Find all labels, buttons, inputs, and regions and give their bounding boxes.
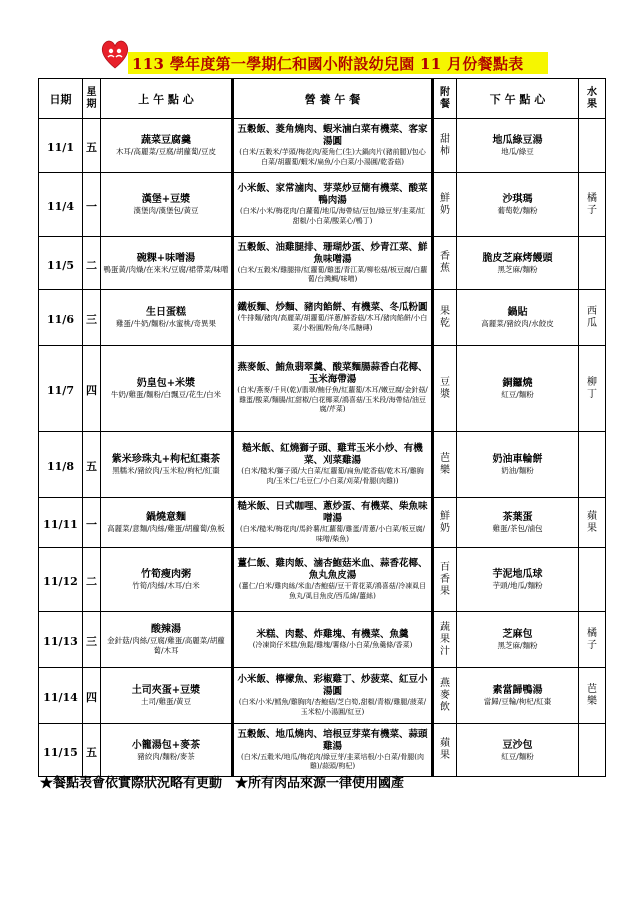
weekday-cell <box>83 612 101 668</box>
am-snack-dish: 酸辣湯 <box>151 624 181 635</box>
am-snack-ingredients: 鴨蛋黃/肉燥/在來米/豆腐/裙帶菜/味噌 <box>103 264 229 274</box>
pm-snack-ingredients: 地瓜/綠豆 <box>501 147 534 156</box>
side-cell <box>433 612 457 668</box>
am-snack-cell <box>101 237 233 290</box>
pm-snack-dish: 豆沙包 <box>502 739 533 751</box>
lunch-ingredients: (白米/糙米/梅花肉/馬鈴薯/紅蘿蔔/雞蛋/青蔥/小白菜/板豆腐/味噌/柴魚) <box>240 525 425 543</box>
am-snack-cell <box>101 290 233 346</box>
am-snack-cell <box>101 668 233 724</box>
am-snack-ingredients: 雞蛋/牛奶/麵粉/水蜜桃/奇異果 <box>115 319 217 328</box>
lunch-dishes: 五穀飯、地瓜燒肉、培根豆芽菜有機菜、蒜頭雞湯 <box>237 728 428 752</box>
am-snack-cell <box>101 498 233 548</box>
pm-snack-dish: 鍋貼 <box>507 307 528 318</box>
am-snack-dish: 碗粿+味噌湯 <box>136 252 196 264</box>
side-cell <box>433 290 457 346</box>
pm-snack-dish: 奶油車輪餅 <box>492 454 543 465</box>
am-snack-ingredients: 金針菇/肉絲/豆腐/雞蛋/高麗菜/胡蘿蔔/木耳 <box>107 636 225 655</box>
am-snack-ingredients: 土司/雞蛋/黃豆 <box>140 697 192 706</box>
lunch-dishes: 糙米飯、日式咖哩、蔥炒蛋、有機菜、柴魚味噌湯 <box>237 501 428 524</box>
side-cell <box>433 724 457 777</box>
am-snack-dish: 紫米珍珠丸+枸杞紅棗茶 <box>111 454 221 465</box>
pm-snack-dish: 銅鑼燒 <box>502 378 533 389</box>
fruit-cell <box>579 498 606 548</box>
lunch-dishes: 五穀飯、菱角燒肉、蝦米滷白菜有機菜、客家湯圓 <box>237 124 428 147</box>
weekday-cell <box>83 668 101 724</box>
date-cell <box>39 548 83 612</box>
fruit-text: 柳丁 <box>587 376 597 400</box>
lunch-dishes: 鐵板麵、炒麵、豬肉餡餅、有機菜、冬瓜粉圓 <box>237 302 428 313</box>
weekday-cell <box>83 498 101 548</box>
lunch-ingredients: (牛排麵/豬肉/高麗菜/胡蘿蔔/洋蔥/鮮香菇/木耳/豬肉餡餅/小白菜/小粉圓/粉角/冬瓜糖磚) <box>237 314 428 332</box>
side-text: 蘋果 <box>440 738 450 761</box>
date-cell <box>39 668 83 724</box>
pm-snack-cell <box>457 173 579 237</box>
date-cell <box>39 498 83 548</box>
date-cell <box>39 432 83 498</box>
pm-snack-ingredients: 黑芝麻/麵粉 <box>497 264 538 274</box>
date-cell <box>39 346 83 432</box>
lunch-cell <box>233 724 433 777</box>
pm-snack-cell <box>457 668 579 724</box>
menu-row <box>39 724 606 777</box>
lunch-dishes: 燕麥飯、鮪魚翡翠羹、酸菜麵腸蒜香白花椰、玉米海帶湯 <box>237 362 428 386</box>
page-title: 113 學年度第一學期仁和國小附設幼兒園 11 月份餐點表 <box>132 55 524 73</box>
am-snack-ingredients: 竹筍/肉絲/木耳/白米 <box>132 581 200 590</box>
side-text: 百香果 <box>440 561 450 597</box>
date-text: 11/13 <box>43 635 78 648</box>
col-header-weekday: 星期 <box>83 79 101 119</box>
fruit-cell <box>579 346 606 432</box>
lunch-cell <box>233 668 433 724</box>
weekday-text: 二 <box>86 575 97 588</box>
am-snack-cell <box>101 346 233 432</box>
side-cell <box>433 668 457 724</box>
footer-note: ★餐點表會依實際狀況略有更動 ★所有肉品來源一律使用國產 <box>40 776 405 791</box>
lunch-cell <box>233 346 433 432</box>
lunch-dishes: 薑仁飯、雞肉飯、滷杏鮑菇米血、蒜香花椰、魚丸魚皮湯 <box>237 558 428 581</box>
weekday-cell <box>83 237 101 290</box>
side-cell <box>433 346 457 432</box>
lunch-dishes: 五穀飯、油雞腿排、珊瑚炒蛋、炒青江菜、鮮魚味噌湯 <box>237 241 428 265</box>
fruit-cell <box>579 548 606 612</box>
date-text: 11/11 <box>43 518 78 531</box>
weekday-text: 五 <box>86 745 97 759</box>
am-snack-cell <box>101 432 233 498</box>
date-text: 11/1 <box>47 141 74 154</box>
weekday-text: 三 <box>86 635 97 648</box>
pm-snack-ingredients: 黑芝麻/麵粉 <box>497 641 538 650</box>
date-text: 11/12 <box>43 575 78 588</box>
menu-row <box>39 498 606 548</box>
col-header-date: 日期 <box>39 79 83 119</box>
am-snack-dish: 土司夾蛋+豆漿 <box>131 685 201 696</box>
fruit-text: 西瓜 <box>587 305 597 329</box>
weekday-text: 一 <box>86 518 97 531</box>
pm-snack-cell <box>457 119 579 173</box>
pm-snack-ingredients: 紅豆/麵粉 <box>501 390 534 399</box>
pm-snack-cell <box>457 724 579 777</box>
menu-table <box>38 78 606 777</box>
menu-row <box>39 237 606 290</box>
pm-snack-cell <box>457 237 579 290</box>
side-text: 甜柿 <box>440 133 450 157</box>
weekday-text: 五 <box>86 141 97 154</box>
lunch-ingredients: (白米/五穀米/芋頭/梅花肉/菱角仁(生)大鍋肉片(豬前腿)/包心白菜/胡蘿蔔/蝦米/扁魚/小白菜/小湯圓/乾香菇) <box>239 148 426 166</box>
date-text: 11/5 <box>47 258 74 272</box>
pm-snack-dish: 茶葉蛋 <box>502 512 533 523</box>
weekday-text: 一 <box>86 200 97 213</box>
am-snack-dish: 竹筍瘦肉粥 <box>141 569 191 580</box>
lunch-ingredients: (白米/小米/梅花肉/白蘿蔔/地瓜/海帶結/豆包/綠豆芽/韭菜/紅甜椒/小白菜/酸菜心/鴨丁) <box>240 207 425 225</box>
col-header-fruit: 水果 <box>579 79 606 119</box>
menu-row <box>39 668 606 724</box>
date-text: 11/14 <box>43 691 78 704</box>
weekday-cell <box>83 119 101 173</box>
lunch-dishes: 小米飯、檸檬魚、彩椒雞丁、炒菠菜、紅豆小湯圓 <box>237 674 428 697</box>
am-snack-ingredients: 牛奶/雞蛋/麵粉/白飄豆/花生/白米 <box>110 390 222 399</box>
lunch-cell <box>233 498 433 548</box>
fruit-text: 芭樂 <box>587 683 597 707</box>
col-header-pm: 下 午 點 心 <box>457 79 579 119</box>
pm-snack-cell <box>457 432 579 498</box>
pm-snack-dish: 沙琪瑪 <box>502 194 533 205</box>
weekday-cell <box>83 548 101 612</box>
fruit-cell <box>579 432 606 498</box>
am-snack-dish: 奶皇包+米漿 <box>136 378 196 389</box>
fruit-cell <box>579 668 606 724</box>
header-row <box>39 79 606 119</box>
weekday-cell <box>83 346 101 432</box>
lunch-cell <box>233 237 433 290</box>
date-text: 11/15 <box>43 745 78 759</box>
lunch-dishes: 小米飯、家常滷肉、芽菜炒豆簡有機菜、酸菜鴨肉湯 <box>237 183 428 206</box>
fruit-text: 橘子 <box>587 627 597 651</box>
pm-snack-dish: 芋泥地瓜球 <box>492 569 543 580</box>
lunch-ingredients: (白米/五穀米/地瓜/梅花肉/綠豆芽/韭菜培根/小白菜/骨腿(肉雞)/蒜頭/枸杞) <box>241 752 424 770</box>
side-cell <box>433 237 457 290</box>
weekday-text: 三 <box>86 313 97 326</box>
col-header-lunch: 營 養 午 餐 <box>233 79 433 119</box>
am-snack-cell <box>101 119 233 173</box>
am-snack-cell <box>101 724 233 777</box>
fruit-text: 橘子 <box>587 192 597 216</box>
fruit-cell <box>579 237 606 290</box>
pm-snack-ingredients: 高麗菜/豬絞肉/水餃皮 <box>481 319 554 328</box>
pm-snack-dish: 素當歸鴨湯 <box>492 685 543 696</box>
fruit-cell <box>579 724 606 777</box>
lunch-ingredients: (白米/燕麥/千貝(乾)/翡翠/鮪仔魚/紅蘿蔔/木耳/嫩豆腐/金針菇/雞蛋/酸菜/麵腸/紅甜椒/白花椰菜/鴻喜菇/玉米段/海帶結/油豆腐/芹菜) <box>237 386 428 414</box>
menu-body <box>39 119 606 777</box>
side-text: 豆漿 <box>440 376 450 400</box>
am-snack-ingredients: 木耳/高麗菜/豆腐/胡蘿蔔/豆皮 <box>115 147 217 156</box>
weekday-cell <box>83 432 101 498</box>
side-text: 鮮奶 <box>440 192 450 216</box>
am-snack-dish: 小籠湯包+麥茶 <box>131 739 201 751</box>
menu-row <box>39 612 606 668</box>
date-cell <box>39 119 83 173</box>
am-snack-dish: 生日蛋糕 <box>146 307 186 318</box>
lunch-ingredients: (白米/糙米/獅子頭/大白菜/紅蘿蔔/扁魚/乾香菇/乾木耳/雞胸肉/玉米仁/毛豆仁/小白菜/刈菜/骨腿(肉雞)) <box>241 467 424 485</box>
weekday-text: 四 <box>86 691 97 704</box>
lunch-cell <box>233 548 433 612</box>
date-text: 11/7 <box>47 384 74 397</box>
date-cell <box>39 237 83 290</box>
am-snack-ingredients: 漢堡肉/漢堡包/黃豆 <box>133 206 199 215</box>
date-text: 11/4 <box>47 200 74 213</box>
fruit-cell <box>579 612 606 668</box>
menu-row <box>39 548 606 612</box>
weekday-cell <box>83 290 101 346</box>
pm-snack-ingredients: 葡萄乾/麵粉 <box>497 206 538 215</box>
side-cell <box>433 548 457 612</box>
menu-row <box>39 173 606 237</box>
pm-snack-ingredients: 紅豆/麵粉 <box>501 751 534 761</box>
school-logo-icon <box>100 38 130 72</box>
pm-snack-dish: 芝麻包 <box>502 629 533 640</box>
lunch-ingredients: (白米/小米/鱈魚/雞胸肉/杏鮑菇/芝白筍,甜椒/青椒/雞腿/菠菜/玉米粒/小湯圓/紅豆) <box>238 698 427 716</box>
side-text: 香蕉 <box>440 251 450 274</box>
pm-snack-cell <box>457 290 579 346</box>
pm-snack-cell <box>457 498 579 548</box>
pm-snack-ingredients: 芋頭/地瓜/麵粉 <box>492 581 543 590</box>
am-snack-cell <box>101 548 233 612</box>
lunch-cell <box>233 119 433 173</box>
menu-row <box>39 346 606 432</box>
side-cell <box>433 432 457 498</box>
fruit-cell <box>579 173 606 237</box>
side-text: 果乾 <box>440 305 450 329</box>
menu-row <box>39 290 606 346</box>
lunch-cell <box>233 612 433 668</box>
side-text: 鮮奶 <box>440 510 450 534</box>
side-text: 蔬果汁 <box>440 621 450 657</box>
am-snack-cell <box>101 173 233 237</box>
lunch-ingredients: (白米/五穀米/雞腿排/紅蘿蔔/雞蛋/青江菜/柳松菇/板豆腐/白蘿蔔/台灣鯛/味噌) <box>237 265 428 283</box>
fruit-cell <box>579 119 606 173</box>
am-snack-ingredients: 高麗菜/意麵/肉絲/雞蛋/胡蘿蔔/魚板 <box>107 524 225 533</box>
side-text: 芭樂 <box>440 452 450 476</box>
col-header-am: 上 午 點 心 <box>101 79 233 119</box>
pm-snack-cell <box>457 548 579 612</box>
lunch-ingredients: (冷凍筒仔米糕/魚鬆/雞塊/薯條/小白菜/魚羹條/香菜) <box>252 640 413 649</box>
lunch-cell <box>233 290 433 346</box>
side-cell <box>433 498 457 548</box>
date-cell <box>39 290 83 346</box>
weekday-cell <box>83 724 101 777</box>
pm-snack-dish: 脆皮芝麻烤饅頭 <box>482 252 553 264</box>
lunch-dishes: 糙米飯、紅燒獅子頭、雞茸玉米小炒、有機菜、刈菜雞湯 <box>242 443 423 466</box>
am-snack-cell <box>101 612 233 668</box>
date-text: 11/6 <box>47 313 74 326</box>
am-snack-dish: 漢堡+豆漿 <box>141 194 191 205</box>
pm-snack-ingredients: 奶油/麵粉 <box>501 466 534 475</box>
lunch-dishes: 米糕、肉鬆、炸雞塊、有機菜、魚羹 <box>256 628 409 640</box>
side-cell <box>433 173 457 237</box>
am-snack-ingredients: 黑糯米/豬絞肉/玉米粒/枸杞/紅棗 <box>112 466 220 475</box>
lunch-ingredients: (薑仁/白米/雞肉絲/米血/杏鮑菇/豆干青花菜/鴻喜菇/冷凍虱目魚丸/虱目魚皮/西瓜綿/薑絲) <box>238 582 427 600</box>
am-snack-dish: 蔬菜豆腐羹 <box>141 135 191 146</box>
weekday-text: 四 <box>86 384 97 397</box>
page-header <box>100 38 560 78</box>
side-text: 燕麥飲 <box>440 677 450 713</box>
pm-snack-cell <box>457 346 579 432</box>
menu-row <box>39 432 606 498</box>
lunch-cell <box>233 173 433 237</box>
side-cell <box>433 119 457 173</box>
menu-row <box>39 119 606 173</box>
pm-snack-ingredients: 當歸/豆輪/枸杞/紅棗 <box>483 697 552 706</box>
pm-snack-ingredients: 雞蛋/茶包/滷包 <box>492 524 543 533</box>
fruit-cell <box>579 290 606 346</box>
date-text: 11/8 <box>47 460 74 473</box>
date-cell <box>39 724 83 777</box>
col-header-side: 附餐 <box>433 79 457 119</box>
pm-snack-cell <box>457 612 579 668</box>
am-snack-ingredients: 豬絞肉/麵粉/麥茶 <box>137 751 195 761</box>
date-cell <box>39 173 83 237</box>
pm-snack-dish: 地瓜綠豆湯 <box>492 135 543 146</box>
date-cell <box>39 612 83 668</box>
lunch-cell <box>233 432 433 498</box>
fruit-text: 蘋果 <box>587 510 597 534</box>
weekday-cell <box>83 173 101 237</box>
weekday-text: 二 <box>86 258 97 272</box>
am-snack-dish: 鍋燒意麵 <box>146 512 186 523</box>
weekday-text: 五 <box>86 460 97 473</box>
